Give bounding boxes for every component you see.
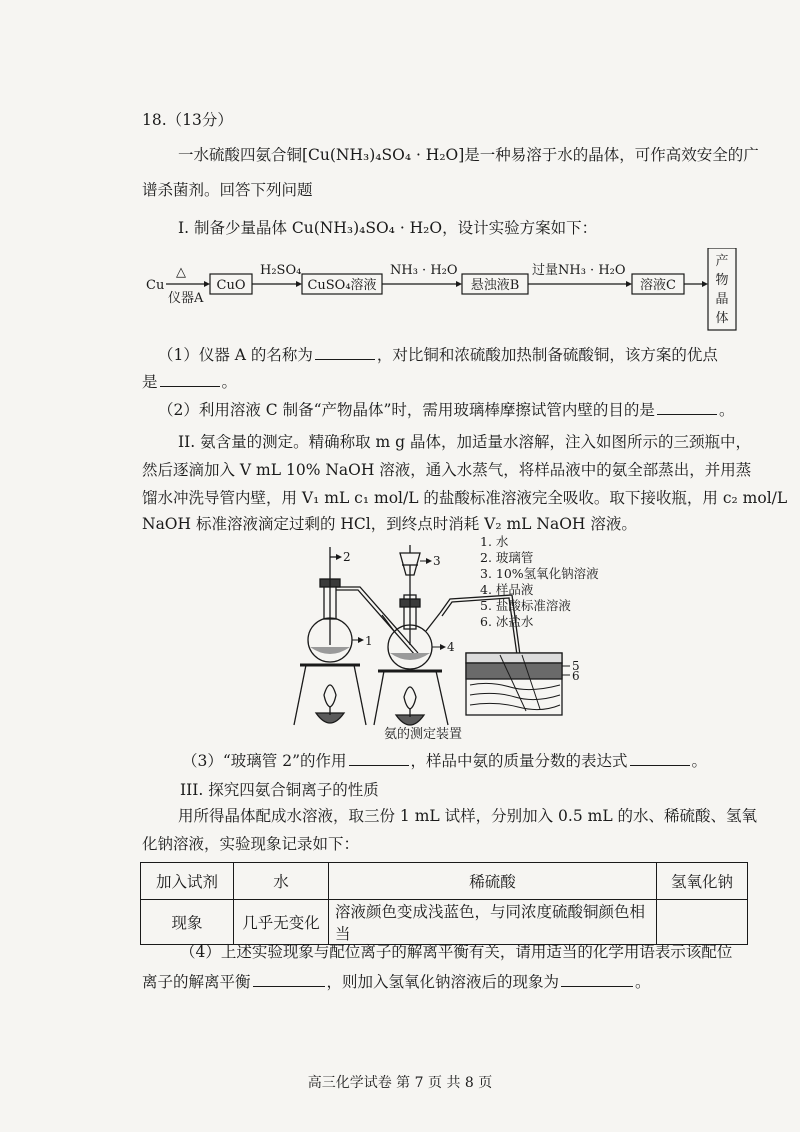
flow-heat: △ <box>176 265 186 280</box>
q1-answer-blank-2[interactable] <box>160 372 220 387</box>
callout-2: 2 <box>343 550 351 564</box>
part3-title: III. 探究四氨合铜离子的性质 <box>180 781 379 799</box>
q4-text-b: ，则加入氢氧化钠溶液后的现象为 <box>326 973 560 991</box>
q4-text-c: 。 <box>635 973 651 991</box>
part1-title: I. 制备少量晶体 Cu(NH₃)₄SO₄ · H₂O，设计实验方案如下： <box>178 219 598 237</box>
flow-box2-label: CuSO₄溶液 <box>307 278 377 293</box>
flow-start: Cu <box>146 278 165 293</box>
intro-line-2: 谱杀菌剂。回答下列问题 <box>142 181 313 199</box>
part2-line-2: 然后逐滴加入 V mL 10% NaOH 溶液，通入水蒸气，将样品液中的氨全部蒸出，并用蒸 <box>142 461 752 479</box>
flow-box1-label: CuO <box>216 278 246 293</box>
q1-line-2 <box>142 372 237 392</box>
legend-item: 3. 10%氢氧化钠溶液 <box>480 566 599 581</box>
legend-item: 6. 冰盐水 <box>480 614 534 629</box>
table-cell: 现象 <box>141 900 234 945</box>
legend-item: 1. 水 <box>480 534 509 549</box>
table-cell-answer[interactable] <box>657 900 748 945</box>
flow-reagent-h2so4: H₂SO₄ <box>260 263 302 278</box>
flow-product-char: 物 <box>715 273 729 288</box>
q1-text-c: 是 <box>142 373 158 391</box>
table-row <box>141 900 748 945</box>
legend-item: 4. 样品液 <box>480 582 534 597</box>
table-header: 水 <box>234 863 329 900</box>
table-header: 稀硫酸 <box>329 863 657 900</box>
table-header-row <box>141 863 748 900</box>
q3-answer-blank-1[interactable] <box>349 751 409 766</box>
synthesis-flow-diagram <box>140 248 740 333</box>
part2-line-4: NaOH 标准溶液滴定过剩的 HCl，到终点时消耗 V₂ mL NaOH 溶液。 <box>142 515 637 533</box>
q1-text-d: 。 <box>221 373 238 391</box>
q2-answer-blank[interactable] <box>657 400 717 415</box>
q2-text-b: 。 <box>718 401 735 419</box>
q3-text-a: （3）“玻璃管 2”的作用 <box>182 752 347 770</box>
page-footer: 高三化学试卷 第 7 页 共 8 页 <box>307 1075 493 1091</box>
q2-text-a: （2）利用溶液 C 制备“产物晶体”时，需用玻璃棒摩擦试管内壁的目的是 <box>158 401 655 419</box>
q1-text-a: （1）仪器 A 的名称为 <box>158 346 313 364</box>
q3-answer-blank-2[interactable] <box>630 751 690 766</box>
q3-text-c: 。 <box>691 752 708 770</box>
flow-instrument: 仪器A <box>168 291 204 306</box>
part2-line-3: 馏水冲洗导管内壁，用 V₁ mL c₁ mol/L 的盐酸标准溶液完全吸收。取下接收瓶，用 c₂ mol/L <box>142 489 788 507</box>
flow-product-char: 晶 <box>715 292 729 307</box>
table-header: 加入试剂 <box>141 863 234 900</box>
q2-line <box>158 400 734 420</box>
q4-line-2 <box>142 972 651 992</box>
q1-answer-blank-1[interactable] <box>315 345 375 360</box>
table-cell: 几乎无变化 <box>234 900 329 945</box>
q1-text-b: ，对比铜和浓硫酸加热制备硫酸铜，该方案的优点 <box>376 346 718 364</box>
legend-item: 5. 盐酸标准溶液 <box>480 598 571 613</box>
flow-box4-label: 溶液C <box>640 278 676 293</box>
observation-table <box>140 862 748 945</box>
legend-item: 2. 玻璃管 <box>480 550 534 565</box>
q1-line-1 <box>158 345 718 365</box>
flow-reagent-nh3: NH₃ · H₂O <box>390 263 458 278</box>
callout-6: 6 <box>572 669 580 683</box>
part2-line-1: II. 氨含量的测定。精确称取 m g 晶体，加适量水溶解，注入如图所示的三颈瓶中， <box>178 433 752 451</box>
q4-answer-blank-2[interactable] <box>561 972 633 987</box>
figure-caption: 氨的测定装置 <box>384 727 463 742</box>
q3-text-b: ，样品中氨的质量分数的表达式 <box>410 752 628 770</box>
flow-product-char: 产 <box>715 254 729 269</box>
table-header: 氢氧化钠 <box>657 863 748 900</box>
q4-answer-blank-1[interactable] <box>253 972 325 987</box>
callout-3: 3 <box>433 554 441 568</box>
table-cell: 溶液颜色变成浅蓝色，与同浓度硫酸铜颜色相当 <box>329 900 657 945</box>
q3-line <box>182 751 707 771</box>
part3-line-1: 用所得晶体配成水溶液，取三份 1 mL 试样，分别加入 0.5 mL 的水、稀硫酸、氢氧 <box>178 807 758 825</box>
question-number: 18.（13分） <box>142 111 233 129</box>
callout-4: 4 <box>447 640 455 654</box>
flow-product-char: 体 <box>715 311 729 326</box>
part3-line-2: 化钠溶液，实验现象记录如下： <box>142 835 360 853</box>
flow-reagent-excess-nh3: 过量NH₃ · H₂O <box>532 263 626 278</box>
q4-line-1: （4）上述实验现象与配位离子的解离平衡有关，请用适当的化学用语表示该配位 <box>180 943 733 961</box>
q4-text-a: 离子的解离平衡 <box>142 973 251 991</box>
callout-5: 5 <box>572 659 580 673</box>
callout-1: 1 <box>365 634 373 648</box>
intro-line-1: 一水硫酸四氨合铜[Cu(NH₃)₄SO₄ · H₂O]是一种易溶于水的晶体，可作高效安全的广 <box>178 146 759 164</box>
flow-box3-label: 悬浊液B <box>470 278 520 293</box>
